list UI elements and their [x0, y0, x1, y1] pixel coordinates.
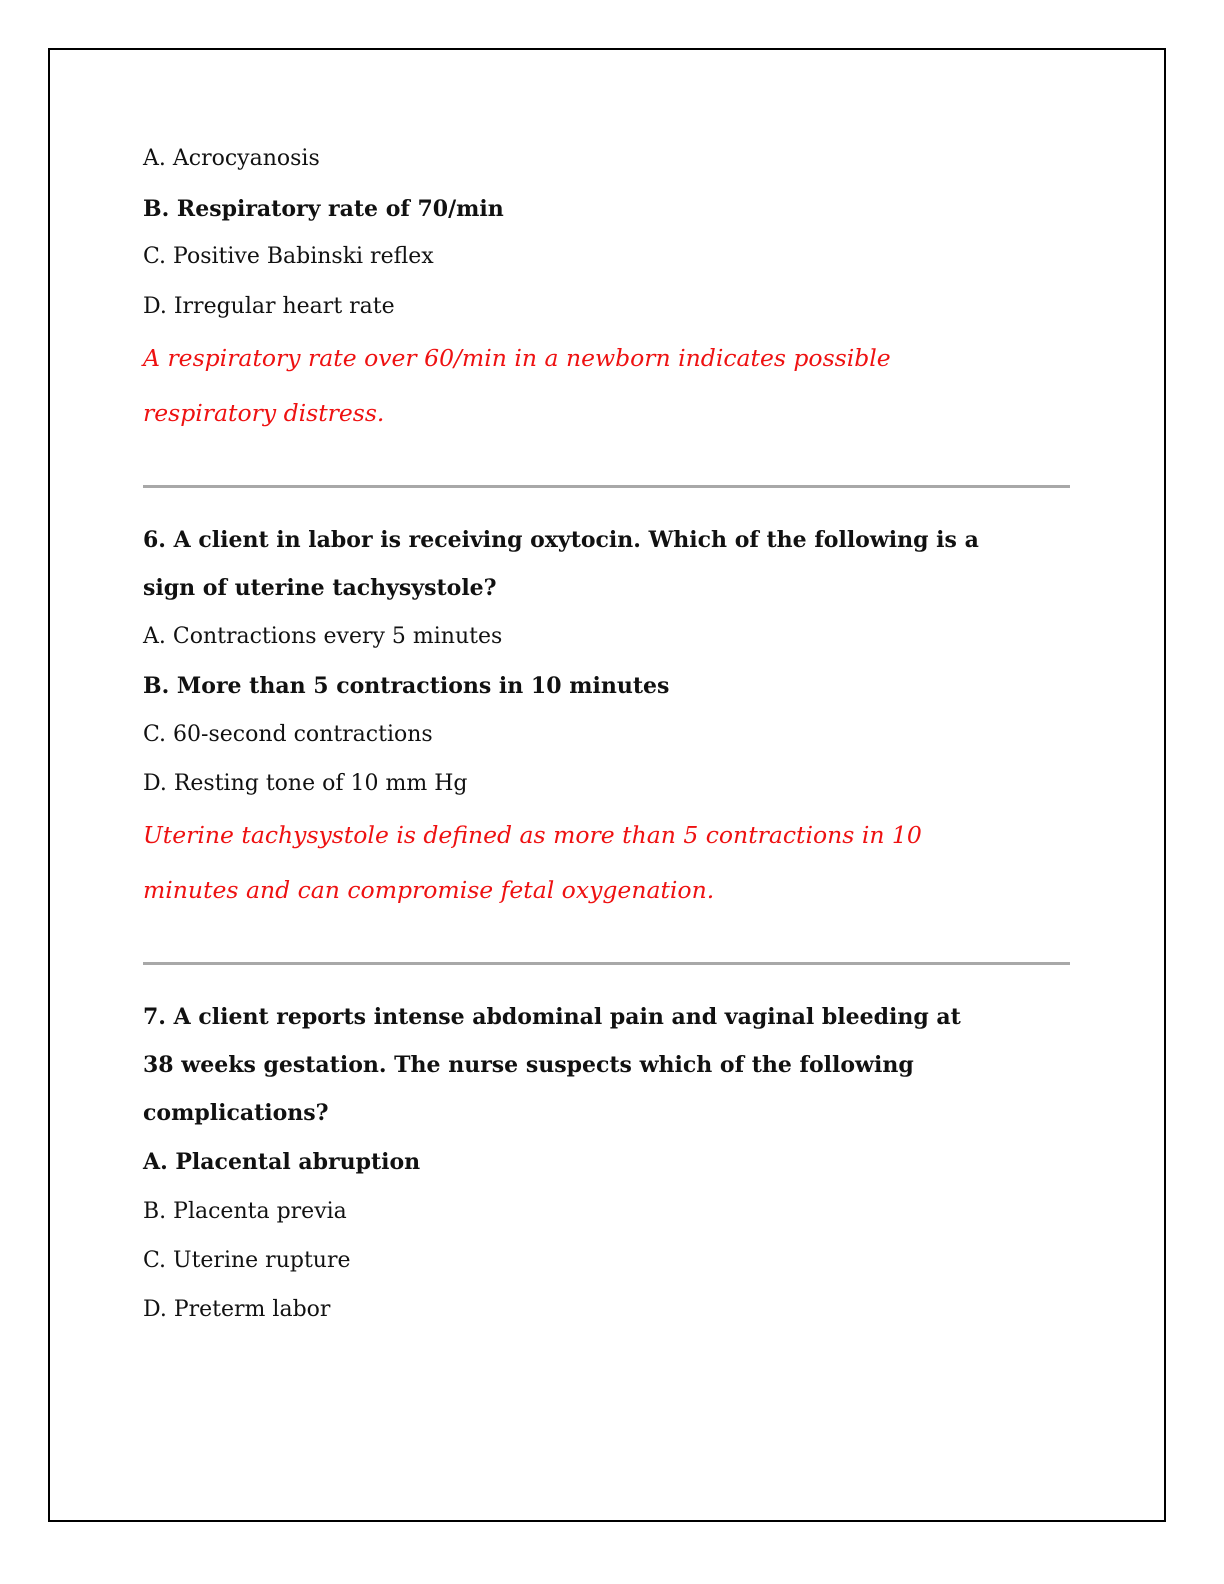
q6-rationale-line2: minutes and can compromise fetal oxygenation. [143, 876, 715, 904]
q6-option-c: C. 60-second contractions [143, 722, 433, 747]
q7-option-d: D. Preterm labor [143, 1297, 331, 1322]
q7-question-line3: complications? [143, 1100, 329, 1126]
q5-rationale-line1: A respiratory rate over 60/min in a newborn indicates possible [143, 344, 891, 372]
q7-question-line1: 7. A client reports intense abdominal pain and vaginal bleeding at [143, 1004, 961, 1030]
q6-option-b-correct: B. More than 5 contractions in 10 minutes [143, 673, 670, 699]
q6-option-d: D. Resting tone of 10 mm Hg [143, 771, 468, 796]
q5-option-a: A. Acrocyanosis [143, 146, 320, 171]
q7-option-a-correct: A. Placental abruption [143, 1149, 421, 1175]
q5-rationale-line2: respiratory distress. [143, 399, 385, 427]
divider [143, 485, 1070, 488]
q5-option-d: D. Irregular heart rate [143, 294, 395, 319]
q6-question-line1: 6. A client in labor is receiving oxytocin. Which of the following is a [143, 527, 979, 553]
q5-option-b-correct: B. Respiratory rate of 70/min [143, 196, 504, 222]
q7-question-line2: 38 weeks gestation. The nurse suspects which of the following [143, 1052, 914, 1078]
q6-question-line2: sign of uterine tachysystole? [143, 575, 497, 601]
q6-rationale-line1: Uterine tachysystole is defined as more than 5 contractions in 10 [143, 821, 922, 849]
q7-option-b: B. Placenta previa [143, 1199, 347, 1224]
q5-option-c: C. Positive Babinski reflex [143, 244, 434, 269]
divider [143, 962, 1070, 965]
q7-option-c: C. Uterine rupture [143, 1248, 351, 1273]
q6-option-a: A. Contractions every 5 minutes [143, 624, 503, 649]
